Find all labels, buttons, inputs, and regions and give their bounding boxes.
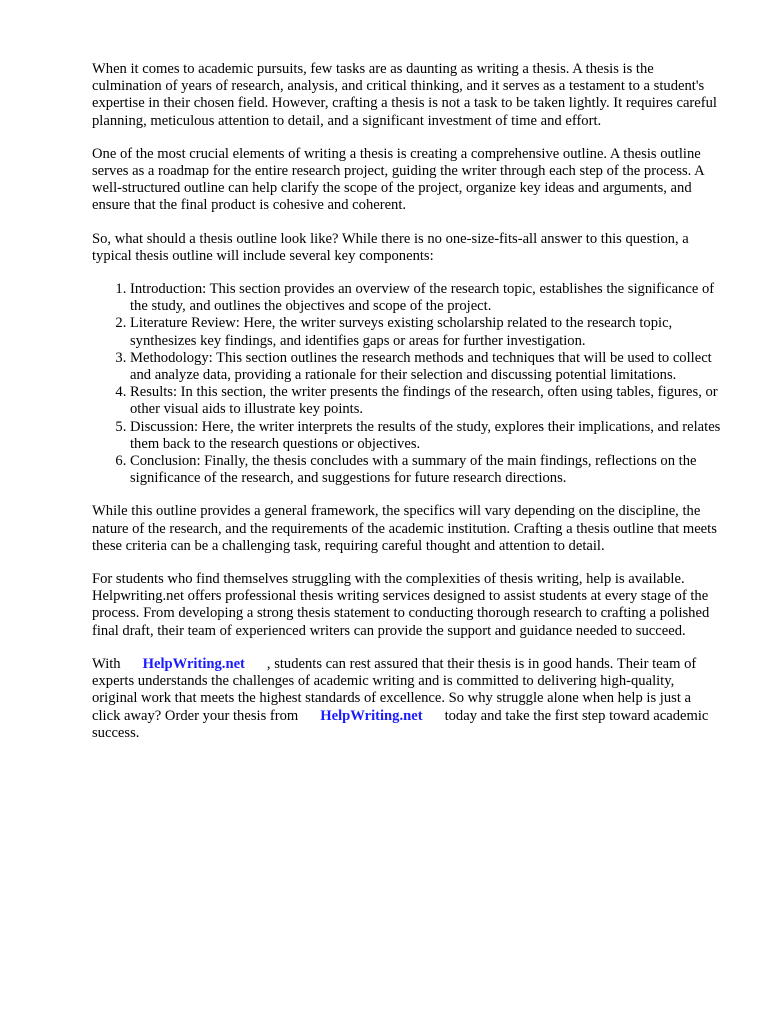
paragraph-intro: When it comes to academic pursuits, few tasks are as daunting as writing a thesis. A thesis is the culmination of years of research, analysis, and critical thinking, and it serves as a testament to a student's expertise in their chosen field. However, crafting a thesis is not a task to be taken lightly. It requires careful planning, meticulous attention to detail, and a significant investment of time and effort. <box>92 61 717 129</box>
list-item: 6. Conclusion: Finally, the thesis concludes with a summary of the main findings, reflections on the significance of the research, and suggestions for future research directions. <box>130 453 722 487</box>
list-item: 5. Discussion: Here, the writer interprets the results of the study, explores their implications, and relates them back to the research questions or objectives. <box>130 419 722 453</box>
outline-components-list <box>92 281 722 487</box>
paragraph-outline-importance: One of the most crucial elements of writing a thesis is creating a comprehensive outline. A thesis outline serves as a roadmap for the entire research project, guiding the writer through each step of the process. A well-structured outline can help clarify the scope of the project, organize key ideas and arguments, and ensure that the final product is cohesive and coherent. <box>92 145 704 214</box>
cta-middle-text: , students can rest assured that their thesis is in good hands. Their team of experts understands the challenges of academic writing and is committed to delivering high-quality, original work that meets the highest standards of excellence. So why struggle alone when help is just a click away? Order your thesis from <box>92 655 697 724</box>
paragraph-help-available: For students who find themselves struggling with the complexities of thesis writing, help is available. Helpwriting.net offers professional thesis writing services designed to assist students at every stage of the process. From developing a strong thesis statement to conducting thorough research to crafting a polished final draft, their team of experienced writers can provide the support and guidance needed to succeed. <box>92 571 710 639</box>
list-item: 4. Results: In this section, the writer presents the findings of the research, often using tables, figures, or other visual aids to illustrate key points. <box>130 384 722 418</box>
helpwriting-link-2[interactable]: HelpWriting.net <box>320 707 423 724</box>
list-item: 2. Literature Review: Here, the writer surveys existing scholarship related to the research topic, synthesizes key findings, and identifies gaps or areas for further investigation. <box>130 315 722 349</box>
list-item: 3. Methodology: This section outlines the research methods and techniques that will be used to collect and analyze data, providing a rationale for their selection and discussing potential limitations. <box>130 350 722 384</box>
paragraph-call-to-action <box>92 656 722 742</box>
list-item: 1. Introduction: This section provides an overview of the research topic, establishes the significance of the study, and outlines the objectives and scope of the project. <box>130 281 722 315</box>
paragraph-outline-question: So, what should a thesis outline look like? While there is no one-size-fits-all answer to this question, a typical thesis outline will include several key components: <box>92 230 689 264</box>
cta-tail-text: today and take the first step toward academic success. <box>92 707 709 741</box>
cta-lead-text: With <box>92 655 121 672</box>
paragraph-framework: While this outline provides a general framework, the specifics will vary depending on the discipline, the nature of the research, and the requirements of the academic institution. Crafting a thesis outline that meets these criteria can be a challenging task, requiring careful thought and attention to detail. <box>92 503 717 554</box>
helpwriting-link-1[interactable]: HelpWriting.net <box>142 655 245 672</box>
